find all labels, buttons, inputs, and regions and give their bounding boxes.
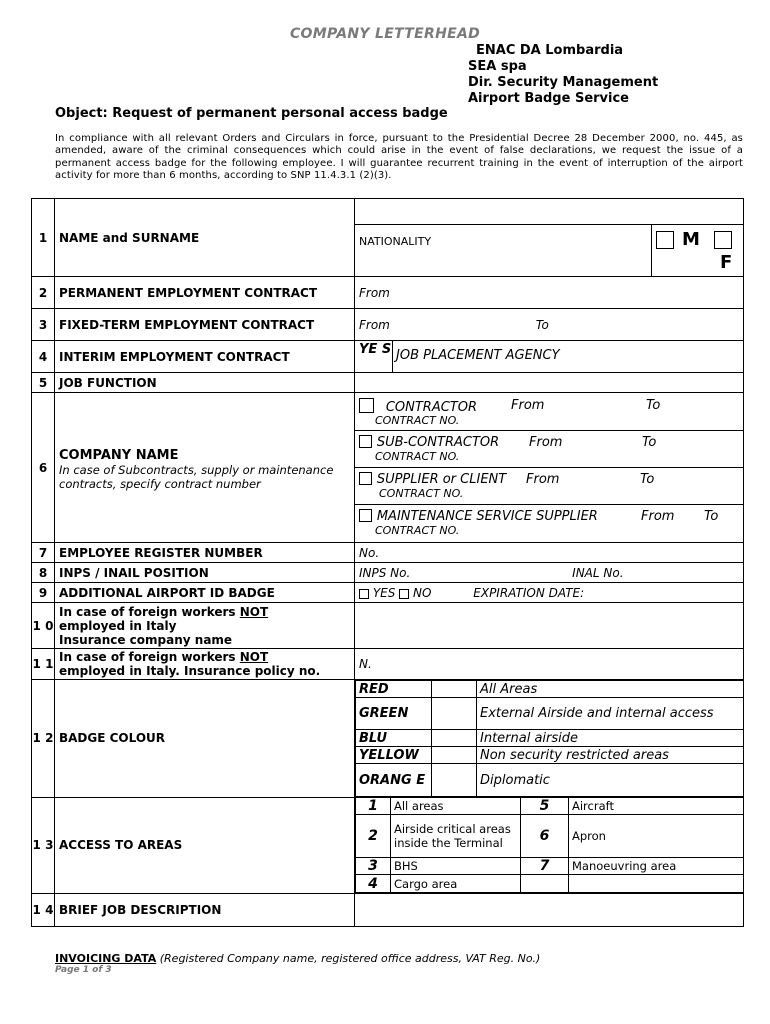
- access-areas-table: [355, 797, 744, 893]
- address-line: Airport Badge Service: [468, 91, 629, 106]
- area-name[interactable]: Apron: [569, 815, 744, 858]
- row-interim-contract: [32, 341, 744, 373]
- invoicing-data-label: INVOICING DATA: [55, 952, 157, 965]
- name-input-area[interactable]: [355, 199, 743, 225]
- label-part: In case of foreign workers: [59, 604, 240, 619]
- row-number: 6: [32, 393, 55, 543]
- row-label: [55, 603, 355, 649]
- recipient-address: [468, 43, 658, 107]
- fixed-term-dates-field[interactable]: [355, 309, 744, 341]
- contract-no-label: CONTRACT NO.: [375, 449, 460, 463]
- colour-row[interactable]: [356, 698, 744, 730]
- invoicing-data-note: (Registered Company name, registered office address, VAT Reg. No.): [156, 952, 541, 965]
- row-inps-inail: [32, 563, 744, 583]
- subcontractor-checkbox[interactable]: [359, 435, 372, 448]
- insurance-company-field[interactable]: [355, 603, 744, 649]
- area-row: [356, 815, 744, 858]
- subcontractor-option: [355, 431, 743, 468]
- gender-f-checkbox[interactable]: [714, 231, 732, 249]
- inps-label: INPS No.: [359, 565, 411, 580]
- intro-paragraph: In compliance with all relevant Orders and Circulars in force, pursuant to the Presidential Decree 28 December 2000, no. 445, as amended, aware of the criminal consequences which could arise in the event of false declarations, we request the issue of a permanent access badge for the following employee. I will guarantee recurrent training in the event of interruption of the airport activity for more than 6 months, according to SNP 11.4.3.1 (2)(3).: [55, 133, 743, 182]
- label-part: In case of foreign workers: [59, 650, 240, 664]
- row-label: ADDITIONAL AIRPORT ID BADGE: [55, 583, 355, 603]
- address-line: SEA spa: [468, 59, 527, 74]
- colour-name: ORANG E: [356, 764, 432, 797]
- row-fixed-term-contract: [32, 309, 744, 341]
- maintenance-option: [355, 505, 743, 542]
- option-label: CONTRACTOR: [385, 399, 478, 415]
- colour-name: BLU: [356, 730, 432, 747]
- row-badge-colour: [32, 680, 744, 798]
- job-function-field[interactable]: [355, 373, 744, 393]
- row-name-surname: [32, 199, 744, 277]
- row-number: 8: [32, 563, 55, 583]
- from-label: From: [359, 317, 390, 332]
- area-row: [356, 875, 744, 893]
- from-label: From: [641, 508, 675, 524]
- area-number: 7: [521, 858, 569, 875]
- from-label: From: [511, 397, 545, 413]
- gender-selector: [651, 225, 743, 276]
- colour-description: External Airside and internal access: [477, 698, 744, 730]
- badge-colour-table: [355, 680, 744, 797]
- to-label: To: [704, 508, 719, 524]
- row-number: 1 2: [32, 680, 55, 798]
- area-name[interactable]: All areas: [391, 798, 521, 815]
- row-label: PERMANENT EMPLOYMENT CONTRACT: [55, 277, 355, 309]
- row-additional-badge: [32, 583, 744, 603]
- row-label: BADGE COLOUR: [55, 680, 355, 798]
- colour-row[interactable]: [356, 730, 744, 747]
- contract-no-label: CONTRACT NO.: [375, 413, 460, 427]
- colour-check[interactable]: [432, 681, 477, 698]
- label-part: employed in Italy. Insurance policy no.: [59, 664, 321, 678]
- area-number: 5: [521, 798, 569, 815]
- row-company-name: [32, 393, 744, 543]
- colour-check[interactable]: [432, 730, 477, 747]
- label-part: Insurance company name: [59, 632, 233, 647]
- to-label: To: [535, 317, 549, 332]
- colour-description: Non security restricted areas: [477, 747, 744, 764]
- page-number: Page 1 of 3: [55, 965, 112, 975]
- inail-label: INAL No.: [572, 565, 624, 580]
- option-label: SUB-CONTRACTOR: [376, 434, 500, 450]
- supplier-client-option: [355, 468, 743, 505]
- colour-description: All Areas: [477, 681, 744, 698]
- to-label: To: [640, 471, 655, 487]
- area-row: [356, 858, 744, 875]
- expiration-date-label: EXPIRATION DATE:: [473, 585, 585, 600]
- row-number: 1 4: [32, 894, 55, 927]
- row-number: 1: [32, 199, 55, 277]
- row-label: ACCESS TO AREAS: [55, 797, 355, 894]
- gender-m-label: M: [682, 229, 700, 250]
- row-job-function: [32, 373, 744, 393]
- row-number: 1 3: [32, 797, 55, 894]
- colour-name: YELLOW: [356, 747, 432, 764]
- yes-checkbox[interactable]: [359, 589, 369, 599]
- area-number: 3: [356, 858, 391, 875]
- colour-row[interactable]: [356, 747, 744, 764]
- row-access-areas: [32, 797, 744, 894]
- row-label: EMPLOYEE REGISTER NUMBER: [55, 543, 355, 563]
- supplier-client-checkbox[interactable]: [359, 472, 372, 485]
- row-label: NAME and SURNAME: [55, 199, 355, 277]
- gender-m-checkbox[interactable]: [656, 231, 674, 249]
- colour-check[interactable]: [432, 698, 477, 730]
- area-name[interactable]: Airside critical areas inside the Terminal: [391, 815, 521, 858]
- row-label: FIXED-TERM EMPLOYMENT CONTRACT: [55, 309, 355, 341]
- option-label: MAINTENANCE SERVICE SUPPLIER: [376, 508, 598, 524]
- invoicing-data-line: [55, 952, 540, 965]
- row-label: INPS / INAIL POSITION: [55, 563, 355, 583]
- contractor-checkbox[interactable]: [359, 398, 374, 413]
- row-number: 5: [32, 373, 55, 393]
- yes-label: YES: [372, 585, 396, 600]
- inps-inail-field[interactable]: [355, 563, 744, 583]
- area-name[interactable]: Cargo area: [391, 875, 521, 893]
- object-line: Object: Request of permanent personal access badge: [55, 106, 448, 121]
- label-not: NOT: [239, 650, 269, 664]
- area-name[interactable]: BHS: [391, 858, 521, 875]
- label-not: NOT: [239, 604, 269, 619]
- area-name[interactable]: Manoeuvring area: [569, 858, 744, 875]
- colour-check[interactable]: [432, 764, 477, 797]
- row-number: 1 1: [32, 649, 55, 680]
- area-number: [521, 875, 569, 893]
- area-row: [356, 798, 744, 815]
- permanent-from-field[interactable]: From: [355, 277, 744, 309]
- area-name: [569, 875, 744, 893]
- colour-description: Diplomatic: [477, 764, 744, 797]
- area-number: 1: [356, 798, 391, 815]
- area-number: 4: [356, 875, 391, 893]
- to-label: To: [646, 397, 661, 413]
- area-number: 6: [521, 815, 569, 858]
- no-checkbox[interactable]: [399, 589, 409, 599]
- nationality-label: NATIONALITY: [359, 235, 432, 248]
- gender-f-label: F: [720, 252, 733, 273]
- employee-register-field[interactable]: No.: [355, 543, 744, 563]
- area-name[interactable]: Aircraft: [569, 798, 744, 815]
- job-placement-agency-field[interactable]: JOB PLACEMENT AGENCY: [396, 348, 560, 363]
- request-form-table: [31, 198, 744, 927]
- to-label: To: [642, 434, 657, 450]
- letterhead: COMPANY LETTERHEAD: [289, 26, 481, 42]
- row-number: 1 0: [32, 603, 55, 649]
- row-foreign-insurance-company: [32, 603, 744, 649]
- row-number: 4: [32, 341, 55, 373]
- from-label: From: [529, 434, 563, 450]
- colour-name: RED: [356, 681, 432, 698]
- contractor-option: [355, 394, 743, 431]
- row-permanent-contract: [32, 277, 744, 309]
- colour-row[interactable]: [356, 764, 744, 797]
- interim-yes-option[interactable]: YE S: [355, 341, 393, 372]
- maintenance-checkbox[interactable]: [359, 509, 372, 522]
- row-number: 9: [32, 583, 55, 603]
- row-label: INTERIM EMPLOYMENT CONTRACT: [55, 341, 355, 373]
- colour-row[interactable]: [356, 681, 744, 698]
- address-line: ENAC DA Lombardia: [476, 43, 624, 58]
- row-sublabel: In case of Subcontracts, supply or maintenance contracts, specify contract number: [59, 462, 334, 491]
- row-employee-register: [32, 543, 744, 563]
- colour-description: Internal airside: [477, 730, 744, 747]
- area-number: 2: [356, 815, 391, 858]
- from-label: From: [526, 471, 560, 487]
- row-brief-job-description: [32, 894, 744, 927]
- option-label: SUPPLIER or CLIENT: [376, 471, 507, 487]
- contract-no-label: CONTRACT NO.: [379, 486, 464, 500]
- row-label: COMPANY NAME: [59, 447, 179, 463]
- colour-check[interactable]: [432, 747, 477, 764]
- no-label: NO: [413, 585, 432, 600]
- job-description-field[interactable]: [355, 894, 744, 927]
- additional-badge-field: [355, 583, 744, 603]
- row-number: 7: [32, 543, 55, 563]
- row-foreign-insurance-policy: [32, 649, 744, 680]
- row-label: JOB FUNCTION: [55, 373, 355, 393]
- colour-name: GREEN: [356, 698, 432, 730]
- contract-no-label: CONTRACT NO.: [375, 523, 460, 537]
- row-number: 2: [32, 277, 55, 309]
- row-label: BRIEF JOB DESCRIPTION: [55, 894, 355, 927]
- row-label: [55, 649, 355, 680]
- label-part: employed in Italy: [59, 618, 177, 633]
- insurance-policy-field[interactable]: N.: [355, 649, 744, 680]
- address-line: Dir. Security Management: [468, 75, 659, 90]
- row-number: 3: [32, 309, 55, 341]
